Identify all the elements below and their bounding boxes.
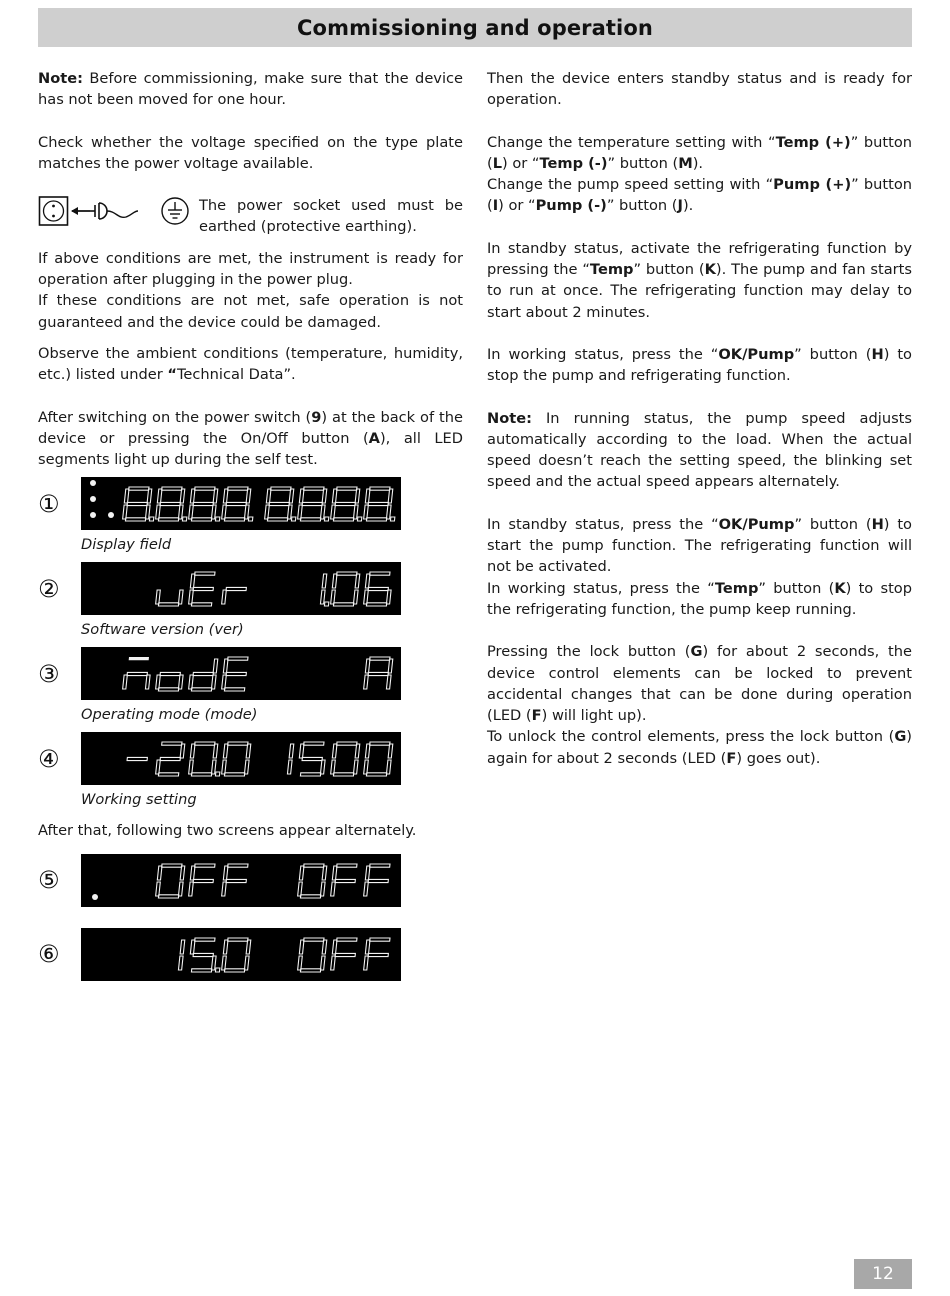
- led-indicator-dot: [90, 512, 96, 518]
- text: ) goes out).: [736, 749, 821, 767]
- text: ” button (: [606, 197, 678, 215]
- led-left-value: [122, 487, 256, 521]
- led-digit: [331, 864, 357, 896]
- led-left-value: [123, 657, 248, 691]
- led-f-ref: F: [726, 749, 737, 767]
- led-digit: [222, 588, 247, 605]
- button-m-ref: M: [678, 154, 693, 172]
- voltage-paragraph: Check whether the voltage specified on the type plate matches the power voltage available.: [38, 133, 463, 172]
- led-digit: [330, 572, 360, 606]
- start-pump-paragraph: [487, 514, 912, 578]
- led-display: [81, 732, 401, 785]
- led-digit: [330, 487, 365, 521]
- led-digit: [188, 938, 223, 972]
- temp-minus-ref: Temp (-): [539, 154, 608, 172]
- led-right-value: [264, 487, 398, 521]
- text: ) again for about 2 seconds (LED (: [487, 728, 912, 767]
- led-display: [81, 928, 401, 981]
- text: ). The pump and fan starts to run at once. The refrigerating function may delay to start about 2 minutes.: [487, 261, 913, 321]
- led-digit: [364, 864, 390, 896]
- led-display: [81, 562, 401, 615]
- text: ) or “: [502, 154, 540, 172]
- power-plug-diagram: [38, 195, 191, 227]
- onoff-button-ref: A: [368, 429, 380, 447]
- led-digit: [297, 864, 327, 898]
- led-right-value: [287, 742, 393, 776]
- button-h-ref: H: [871, 345, 884, 363]
- display-number: ③: [38, 659, 60, 688]
- ok-pump-ref: OK/Pump: [718, 345, 795, 363]
- led-digit: [331, 938, 357, 970]
- temp-button-ref: Temp: [589, 261, 634, 279]
- text: Change the temperature setting with “: [487, 133, 776, 151]
- led-f-ref: F: [531, 707, 542, 725]
- page-title: Commissioning and operation: [297, 15, 653, 40]
- temp-plus-ref: Temp (+): [775, 133, 851, 151]
- led-indicator-dot: [108, 512, 114, 518]
- refrigerate-activate-paragraph: [487, 238, 912, 323]
- led-digit: [189, 864, 215, 896]
- right-column: [487, 68, 912, 769]
- text: ” button (: [487, 133, 912, 172]
- led-digit: [155, 673, 183, 692]
- ok-pump-ref: OK/Pump: [718, 515, 795, 533]
- led-right-value: [320, 572, 393, 606]
- led-digit: [264, 487, 299, 521]
- display-block: [38, 562, 463, 640]
- led-left-value: [155, 864, 248, 898]
- note-text: Before commissioning, make sure that the device has not been moved for one hour.: [38, 70, 463, 109]
- led-display: [81, 647, 401, 700]
- led-segments: [81, 928, 401, 981]
- text: ” button (: [758, 579, 835, 597]
- text: ) to stop the refrigerating function, the pump keep running.: [487, 579, 912, 618]
- note-label: Note:: [38, 70, 83, 87]
- text: ) for about 2 seconds, the device control elements can be locked to prevent accidental changes that can be done during operation (LED (: [487, 643, 912, 725]
- led-right-value: [297, 938, 390, 972]
- led-segments: [81, 732, 401, 785]
- text: ” button (: [607, 154, 679, 172]
- led-digit: [127, 758, 147, 761]
- led-digit: [155, 590, 183, 606]
- display-caption: Working setting: [81, 791, 197, 809]
- led-digit: [363, 742, 393, 776]
- led-segments: [81, 854, 401, 907]
- earthing-text: The power socket used must be earthed (protective earthing).: [199, 197, 463, 236]
- led-digit: [155, 864, 185, 898]
- led-digit: [188, 572, 215, 606]
- self-test-text-3: ), all LED segments light up during the self test.: [38, 429, 463, 469]
- text: To unlock the control elements, press the lock button (: [487, 728, 895, 746]
- led-digit: [222, 864, 248, 896]
- ambient-quote: “: [167, 366, 177, 384]
- button-j-ref: J: [677, 197, 683, 215]
- button-k-ref: K: [834, 579, 846, 597]
- standby-paragraph: Then the device enters standby status and is ready for operation.: [487, 70, 912, 109]
- led-digit: [123, 657, 152, 689]
- led-digit: [297, 938, 327, 972]
- display-block: [38, 732, 463, 810]
- display-row: [38, 562, 463, 615]
- text: ).: [692, 154, 704, 172]
- led-digit: [188, 487, 223, 521]
- led-segments: [81, 647, 401, 700]
- text: ” button (: [633, 261, 705, 279]
- pump-plus-ref: Pump (+): [773, 176, 852, 194]
- display-list: [38, 477, 463, 980]
- note-paragraph: [38, 68, 463, 111]
- temp-button-ref: Temp: [714, 579, 759, 597]
- led-left-value: [155, 572, 246, 606]
- led-right-value: [297, 864, 390, 898]
- self-test-text-1: After switching on the power switch (: [38, 408, 312, 426]
- text: ” button (: [794, 345, 872, 363]
- lock-paragraph: [487, 641, 912, 726]
- unlock-paragraph: [487, 726, 912, 769]
- text: ) or “: [498, 197, 536, 215]
- text: In running status, the pump speed adjusts automatically according to the load. When the actual speed doesn’t reach the setting speed, the blinking set speed and the actual speed appears alternately.: [487, 409, 912, 491]
- text: In standby status, press the “: [487, 515, 719, 533]
- pump-setting-paragraph: [487, 174, 912, 217]
- stop-refrigerate-paragraph: [487, 578, 912, 621]
- self-test-paragraph: [38, 407, 463, 471]
- display-block: [38, 928, 463, 981]
- led-digit: [178, 940, 184, 970]
- display-block: [38, 477, 463, 555]
- button-k-ref: K: [704, 261, 716, 279]
- led-digit: [330, 742, 360, 776]
- text: ) to start the pump function. The refrigerating function will not be activated.: [487, 515, 912, 576]
- text: Change the pump speed setting with “: [487, 176, 774, 194]
- temp-setting-paragraph: [487, 132, 912, 175]
- led-indicator-dot: [92, 894, 98, 900]
- ambient-ref: Technical Data”.: [177, 366, 296, 384]
- led-digit: [221, 657, 248, 691]
- display-row: [38, 477, 463, 530]
- display-block: [38, 647, 463, 725]
- led-indicator-dot: [90, 496, 96, 502]
- led-digit: [297, 487, 332, 521]
- led-digit: [363, 572, 393, 606]
- text: ).: [682, 197, 694, 215]
- conditions-not-met-paragraph: If these conditions are not met, safe operation is not guaranteed and the device could be damaged.: [38, 292, 463, 331]
- led-digit: [122, 487, 157, 521]
- text: ) will light up).: [541, 707, 647, 725]
- display-number: ⑥: [38, 940, 60, 969]
- earthing-row: [38, 195, 463, 238]
- led-segments: [81, 562, 401, 615]
- running-note-paragraph: [487, 408, 912, 493]
- led-digit: [155, 742, 185, 776]
- led-digit: [364, 938, 390, 970]
- led-digit: [297, 742, 327, 776]
- display-number: ①: [38, 489, 60, 518]
- text: ) to stop the pump and refrigerating function.: [487, 345, 912, 385]
- display-number: ④: [38, 744, 60, 773]
- socket-plug-earth-icon: [38, 195, 191, 227]
- page-number: 12: [854, 1259, 912, 1289]
- button-g-ref: G: [894, 728, 907, 746]
- ambient-text: Observe the ambient conditions (temperature, humidity, etc.) listed under: [38, 344, 463, 384]
- led-digit: [320, 574, 332, 606]
- stop-pump-paragraph: [487, 344, 912, 387]
- pump-minus-ref: Pump (-): [535, 197, 607, 215]
- display-caption: Display field: [81, 536, 172, 554]
- text: Pressing the lock button (: [487, 643, 691, 661]
- display-block: [38, 854, 463, 907]
- self-test-text-2: ) at the back of the device or pressing the On/Off button (: [38, 408, 463, 447]
- display-row: [38, 647, 463, 700]
- text: ” button (: [794, 515, 872, 533]
- text: In working status, press the “: [487, 345, 719, 363]
- led-indicator-dot: [90, 480, 96, 486]
- text: ” button (: [487, 176, 913, 215]
- led-digit: [287, 744, 293, 774]
- text: In working status, press the “: [487, 579, 715, 597]
- power-switch-ref: 9: [311, 408, 322, 426]
- led-segments: [81, 477, 401, 530]
- note-label: Note:: [487, 409, 532, 427]
- led-digit: [221, 487, 256, 521]
- ambient-paragraph: [38, 343, 463, 386]
- conditions-met-paragraph: If above conditions are met, the instrument is ready for operation after plugging in the power plug.: [38, 249, 463, 289]
- led-left-value: [127, 742, 251, 776]
- led-right-value: [364, 657, 393, 689]
- led-digit: [155, 487, 190, 521]
- button-l-ref: L: [492, 154, 503, 172]
- led-digit: [221, 938, 251, 972]
- led-left-value: [178, 938, 251, 972]
- button-h-ref: H: [871, 515, 884, 533]
- led-digit: [363, 487, 398, 521]
- display-number: ⑤: [38, 866, 60, 895]
- text: In standby status, activate the refrigerating function by pressing the “: [487, 239, 912, 279]
- led-digit: [221, 742, 251, 776]
- display-row: [38, 928, 463, 981]
- button-g-ref: G: [690, 643, 703, 661]
- led-digit: [364, 657, 393, 689]
- display-row: [38, 732, 463, 785]
- display-caption: Software version (ver): [81, 621, 244, 639]
- alternate-screens-text: After that, following two screens appear alternately.: [38, 822, 417, 840]
- led-display: [81, 854, 401, 907]
- display-caption: Operating mode (mode): [81, 706, 258, 724]
- led-display: [81, 477, 401, 530]
- led-digit: [188, 742, 223, 776]
- section-header: [38, 8, 912, 47]
- left-column: [38, 68, 463, 981]
- display-row: [38, 854, 463, 907]
- display-number: ②: [38, 574, 60, 603]
- led-digit: [188, 659, 217, 691]
- button-i-ref: I: [492, 197, 499, 215]
